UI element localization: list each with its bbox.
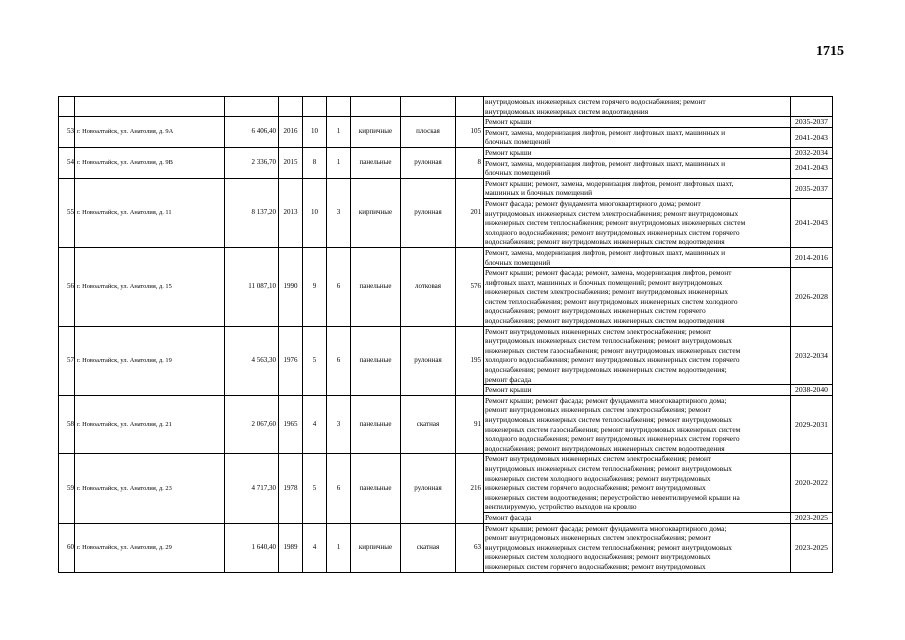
table-row [59,326,833,385]
area-cell: 11 087,10 [225,247,279,326]
residents-cell: 576 [456,247,484,326]
row-index: 59 [59,454,75,523]
empty-cell [351,97,401,117]
address-cell: г. Новоалтайск, ул. Анатолия, д. 23 [75,454,225,523]
works-cell: Ремонт, замена, модернизация лифтов, ремонт лифтовых шахт, машинных и блочных помещений [484,247,791,267]
residents-cell: 8 [456,147,484,178]
walls-cell: кирпичные [351,523,401,572]
empty-cell [279,97,303,117]
period-cell: 2041-2043 [791,198,833,247]
period-cell: 2014-2016 [791,247,833,267]
floors-cell: 4 [303,523,327,572]
row-index: 53 [59,117,75,148]
period-cell: 2023-2025 [791,512,833,523]
entrances-cell: 6 [327,326,351,395]
period-cell: 2041-2043 [791,127,833,147]
empty-cell [75,97,225,117]
address-cell: г. Новоалтайск, ул. Анатолия, д. 9В [75,147,225,178]
row-index: 55 [59,178,75,247]
roof-cell: лотковая [401,247,456,326]
empty-cell [303,97,327,117]
table-row [59,147,833,158]
works-cell: Ремонт фасада [484,512,791,523]
entrances-cell: 3 [327,178,351,247]
table-row [59,523,833,572]
works-cell: Ремонт крыши; ремонт фасада; ремонт, замена, модернизация лифтов, ремонт лифтовых шахт, машинных и блочных помещений; ремонт внутридомовых инженерных систем электроснабжения; ремонт внутридомовых инженерных систем теплоснабжения; ремонт внутридомовых инженерных систем холодного водоснабжения; ремонт внутридомовых инженерных систем горячего водоснабжения; ремонт внутридомовых инженерных систем водоотведения [484,268,791,327]
address-cell: г. Новоалтайск, ул. Анатолия, д. 21 [75,395,225,454]
walls-cell: панельные [351,147,401,178]
walls-cell: кирпичные [351,117,401,148]
year-cell: 1990 [279,247,303,326]
address-cell: г. Новоалтайск, ул. Анатолия, д. 11 [75,178,225,247]
empty-cell [59,97,75,117]
residents-cell: 91 [456,395,484,454]
floors-cell: 10 [303,178,327,247]
entrances-cell: 3 [327,395,351,454]
works-cell: Ремонт крыши; ремонт, замена, модернизация лифтов, ремонт лифтовых шахт, машинных и блочных помещений [484,178,791,198]
empty-cell [327,97,351,117]
area-cell: 1 640,40 [225,523,279,572]
works-cell: Ремонт крыши; ремонт фасада; ремонт фундамента многоквартирного дома; ремонт внутридомовых инженерных систем электроснабжения; ремонт внутридомовых инженерных систем теплоснабжения; ремонт внутридомовых инженерных систем газоснабжения; ремонт внутридомовых инженерных систем холодного водоснабжения; ремонт внутридомовых инженерных систем горячего водоснабжения; ремонт внутридомовых инженерных систем водоотведения [484,395,791,454]
capital-repair-table [58,96,833,573]
walls-cell: панельные [351,326,401,395]
period-cell: 2023-2025 [791,523,833,572]
period-cell: 2041-2043 [791,158,833,178]
floors-cell: 8 [303,147,327,178]
area-cell: 2 336,70 [225,147,279,178]
row-index: 56 [59,247,75,326]
roof-cell: плоская [401,117,456,148]
residents-cell: 63 [456,523,484,572]
works-cell: Ремонт внутридомовых инженерных систем электроснабжения; ремонт внутридомовых инженерных систем теплоснабжения; ремонт внутридомовых инженерных систем газоснабжения; ремонт внутридомовых инженерных систем холодного водоснабжения; ремонт внутридомовых инженерных систем горячего водоснабжения; ремонт внутридомовых инженерных систем водоотведения; ремонт фасада [484,326,791,385]
entrances-cell: 6 [327,454,351,523]
address-cell: г. Новоалтайск, ул. Анатолия, д. 29 [75,523,225,572]
year-cell: 2015 [279,147,303,178]
walls-cell: панельные [351,395,401,454]
residents-cell: 201 [456,178,484,247]
address-cell: г. Новоалтайск, ул. Анатолия, д. 9А [75,117,225,148]
roof-cell: рулонная [401,147,456,178]
works-cell: Ремонт, замена, модернизация лифтов, ремонт лифтовых шахт, машинных и блочных помещений [484,127,791,147]
roof-cell: рулонная [401,454,456,523]
walls-cell: панельные [351,247,401,326]
page-number: 1715 [816,44,844,59]
walls-cell: кирпичные [351,178,401,247]
entrances-cell: 1 [327,523,351,572]
period-cell: 2032-2034 [791,326,833,385]
works-cell: Ремонт крыши [484,385,791,396]
roof-cell: скатная [401,523,456,572]
empty-cell [401,97,456,117]
year-cell: 1965 [279,395,303,454]
floors-cell: 4 [303,395,327,454]
works-cell: Ремонт крыши [484,147,791,158]
table-row [59,395,833,454]
period-cell [791,97,833,117]
empty-cell [456,97,484,117]
area-cell: 2 067,60 [225,395,279,454]
floors-cell: 5 [303,326,327,395]
walls-cell: панельные [351,454,401,523]
works-cell: Ремонт крыши [484,117,791,128]
residents-cell: 105 [456,117,484,148]
works-cell: Ремонт, замена, модернизация лифтов, ремонт лифтовых шахт, машинных и блочных помещений [484,158,791,178]
residents-cell: 216 [456,454,484,523]
roof-cell: скатная [401,395,456,454]
table-row [59,454,833,513]
area-cell: 8 137,20 [225,178,279,247]
empty-cell [225,97,279,117]
year-cell: 2013 [279,178,303,247]
period-cell: 2038-2040 [791,385,833,396]
area-cell: 4 563,30 [225,326,279,395]
entrances-cell: 1 [327,117,351,148]
row-index: 57 [59,326,75,395]
address-cell: г. Новоалтайск, ул. Анатолия, д. 15 [75,247,225,326]
area-cell: 6 406,40 [225,117,279,148]
year-cell: 1978 [279,454,303,523]
area-cell: 4 717,30 [225,454,279,523]
roof-cell: рулонная [401,178,456,247]
works-cell: Ремонт фасада; ремонт фундамента многоквартирного дома; ремонт внутридомовых инженерных систем электроснабжения; ремонт внутридомовых инженерных систем теплоснабжения; ремонт внутридомовых инженерных систем холодного водоснабжения; ремонт внутридомовых инженерных систем горячего водоснабжения; ремонт внутридомовых инженерных систем водоотведения [484,198,791,247]
works-cell: Ремонт крыши; ремонт фасада; ремонт фундамента многоквартирного дома; ремонт внутридомовых инженерных систем электроснабжения; ремонт внутридомовых инженерных систем теплоснабжения; ремонт внутридомовых инженерных систем холодного водоснабжения; ремонт внутридомовых инженерных систем горячего водоснабжения; ремонт внутридомовых [484,523,791,572]
year-cell: 1976 [279,326,303,395]
period-cell: 2026-2028 [791,268,833,327]
period-cell: 2032-2034 [791,147,833,158]
table-row [59,178,833,198]
row-index: 60 [59,523,75,572]
floors-cell: 10 [303,117,327,148]
floors-cell: 5 [303,454,327,523]
floors-cell: 9 [303,247,327,326]
period-cell: 2029-2031 [791,395,833,454]
row-index: 58 [59,395,75,454]
entrances-cell: 1 [327,147,351,178]
year-cell: 1989 [279,523,303,572]
table-row [59,97,833,117]
period-cell: 2020-2022 [791,454,833,513]
address-cell: г. Новоалтайск, ул. Анатолия, д. 19 [75,326,225,395]
table-row [59,247,833,267]
roof-cell: рулонная [401,326,456,395]
table-row [59,117,833,128]
row-index: 54 [59,147,75,178]
works-cell: Ремонт внутридомовых инженерных систем электроснабжения; ремонт внутридомовых инженерных систем теплоснабжения; ремонт внутридомовых инженерных систем холодного водоснабжения; ремонт внутридомовых инженерных систем горячего водоснабжения; ремонт внутридомовых инженерных систем водоотведения; переустройство невентилируемой крыши на вентилируемую, устройство выходов на кровлю [484,454,791,513]
works-cell: внутридомовых инженерных систем горячего водоснабжения; ремонт внутридомовых инженерных систем водоотведения [484,97,791,117]
period-cell: 2035-2037 [791,117,833,128]
period-cell: 2035-2037 [791,178,833,198]
year-cell: 2016 [279,117,303,148]
residents-cell: 195 [456,326,484,395]
entrances-cell: 6 [327,247,351,326]
